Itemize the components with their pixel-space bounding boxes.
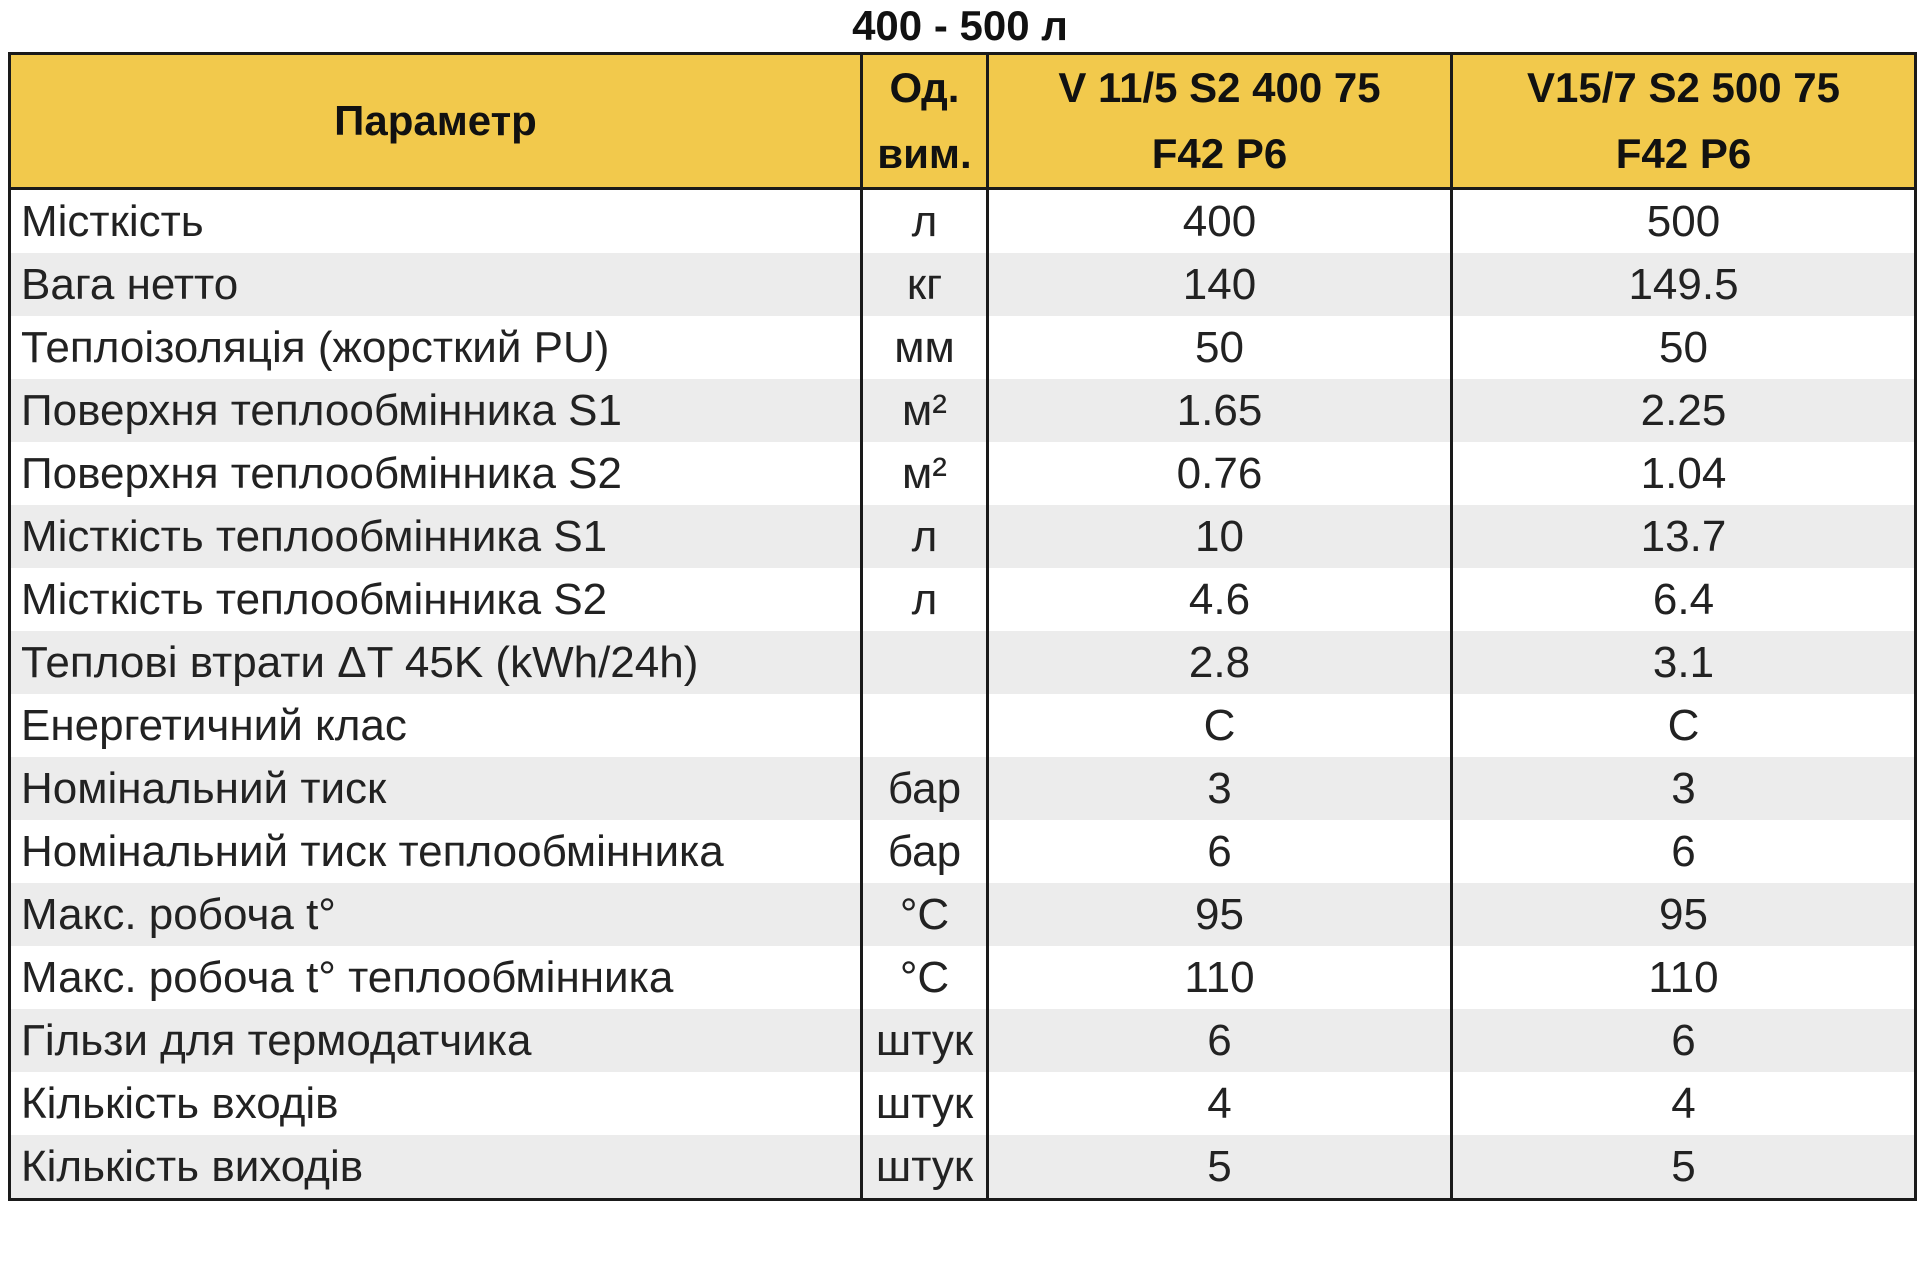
param-cell: Місткість теплообмінника S1 <box>10 505 862 568</box>
model-1-value: 5 <box>988 1135 1452 1200</box>
header-param: Параметр <box>10 54 862 189</box>
table-row <box>10 820 1916 883</box>
model-2-value: 6 <box>1452 820 1916 883</box>
model-2-value: 13.7 <box>1452 505 1916 568</box>
header-model-2 <box>1452 54 1916 189</box>
header-unit-line2: вим. <box>877 130 972 177</box>
table-row <box>10 1009 1916 1072</box>
header-model-1-line2: F42 P6 <box>1151 130 1288 177</box>
model-1-value: 50 <box>988 316 1452 379</box>
unit-cell: мм <box>862 316 988 379</box>
model-2-value: C <box>1452 694 1916 757</box>
unit-cell: °C <box>862 883 988 946</box>
param-cell: Кількість виходів <box>10 1135 862 1200</box>
model-2-value: 95 <box>1452 883 1916 946</box>
param-cell: Гільзи для термодатчика <box>10 1009 862 1072</box>
header-model-1 <box>988 54 1452 189</box>
model-2-value: 50 <box>1452 316 1916 379</box>
model-1-value: 10 <box>988 505 1452 568</box>
model-1-value: 4.6 <box>988 568 1452 631</box>
unit-cell: л <box>862 189 988 254</box>
unit-cell: штук <box>862 1009 988 1072</box>
unit-cell: штук <box>862 1072 988 1135</box>
model-1-value: C <box>988 694 1452 757</box>
model-2-value: 3.1 <box>1452 631 1916 694</box>
model-1-value: 400 <box>988 189 1452 254</box>
header-row <box>10 54 1916 189</box>
unit-cell: л <box>862 505 988 568</box>
table-caption: 400 - 500 л <box>852 2 1068 49</box>
model-2-value: 149.5 <box>1452 253 1916 316</box>
param-cell: Місткість <box>10 189 862 254</box>
header-model-2-line1: V15/7 S2 500 75 <box>1527 64 1840 111</box>
unit-cell <box>862 631 988 694</box>
header-unit <box>862 54 988 189</box>
unit-cell: м² <box>862 442 988 505</box>
param-cell: Макс. робоча t° теплообмінника <box>10 946 862 1009</box>
table-row <box>10 694 1916 757</box>
model-1-value: 95 <box>988 883 1452 946</box>
model-2-value: 6.4 <box>1452 568 1916 631</box>
param-cell: Місткість теплообмінника S2 <box>10 568 862 631</box>
model-1-value: 3 <box>988 757 1452 820</box>
param-cell: Енергетичний клас <box>10 694 862 757</box>
model-2-value: 1.04 <box>1452 442 1916 505</box>
model-1-value: 2.8 <box>988 631 1452 694</box>
param-cell: Теплоізоляція (жорсткий PU) <box>10 316 862 379</box>
model-2-value: 5 <box>1452 1135 1916 1200</box>
model-2-value: 4 <box>1452 1072 1916 1135</box>
table-row <box>10 1135 1916 1200</box>
table-row <box>10 379 1916 442</box>
param-cell: Номінальний тиск теплообмінника <box>10 820 862 883</box>
table-header <box>10 54 1916 189</box>
model-1-value: 4 <box>988 1072 1452 1135</box>
model-2-value: 3 <box>1452 757 1916 820</box>
table-row <box>10 631 1916 694</box>
header-model-1-line1: V 11/5 S2 400 75 <box>1058 64 1381 111</box>
table-row <box>10 757 1916 820</box>
unit-cell: л <box>862 568 988 631</box>
spec-table <box>8 52 1917 1201</box>
model-1-value: 6 <box>988 820 1452 883</box>
param-cell: Теплові втрати ΔT 45K (kWh/24h) <box>10 631 862 694</box>
unit-cell: штук <box>862 1135 988 1200</box>
table-body <box>10 189 1916 1200</box>
table-row <box>10 505 1916 568</box>
model-2-value: 2.25 <box>1452 379 1916 442</box>
table-row <box>10 1072 1916 1135</box>
table-row <box>10 946 1916 1009</box>
model-2-value: 110 <box>1452 946 1916 1009</box>
table-row <box>10 316 1916 379</box>
param-cell: Поверхня теплообмінника S1 <box>10 379 862 442</box>
unit-cell: м² <box>862 379 988 442</box>
param-cell: Кількість входів <box>10 1072 862 1135</box>
model-1-value: 6 <box>988 1009 1452 1072</box>
param-cell: Поверхня теплообмінника S2 <box>10 442 862 505</box>
table-row <box>10 568 1916 631</box>
param-cell: Макс. робоча t° <box>10 883 862 946</box>
table-row <box>10 442 1916 505</box>
model-1-value: 0.76 <box>988 442 1452 505</box>
header-model-2-line2: F42 P6 <box>1615 130 1752 177</box>
header-unit-line1: Од. <box>889 64 960 111</box>
unit-cell: кг <box>862 253 988 316</box>
table-row <box>10 883 1916 946</box>
table-row <box>10 253 1916 316</box>
unit-cell: бар <box>862 757 988 820</box>
model-1-value: 1.65 <box>988 379 1452 442</box>
unit-cell: °C <box>862 946 988 1009</box>
model-1-value: 110 <box>988 946 1452 1009</box>
param-cell: Вага нетто <box>10 253 862 316</box>
model-2-value: 500 <box>1452 189 1916 254</box>
model-2-value: 6 <box>1452 1009 1916 1072</box>
unit-cell: бар <box>862 820 988 883</box>
param-cell: Номінальний тиск <box>10 757 862 820</box>
model-1-value: 140 <box>988 253 1452 316</box>
unit-cell <box>862 694 988 757</box>
table-row <box>10 189 1916 254</box>
